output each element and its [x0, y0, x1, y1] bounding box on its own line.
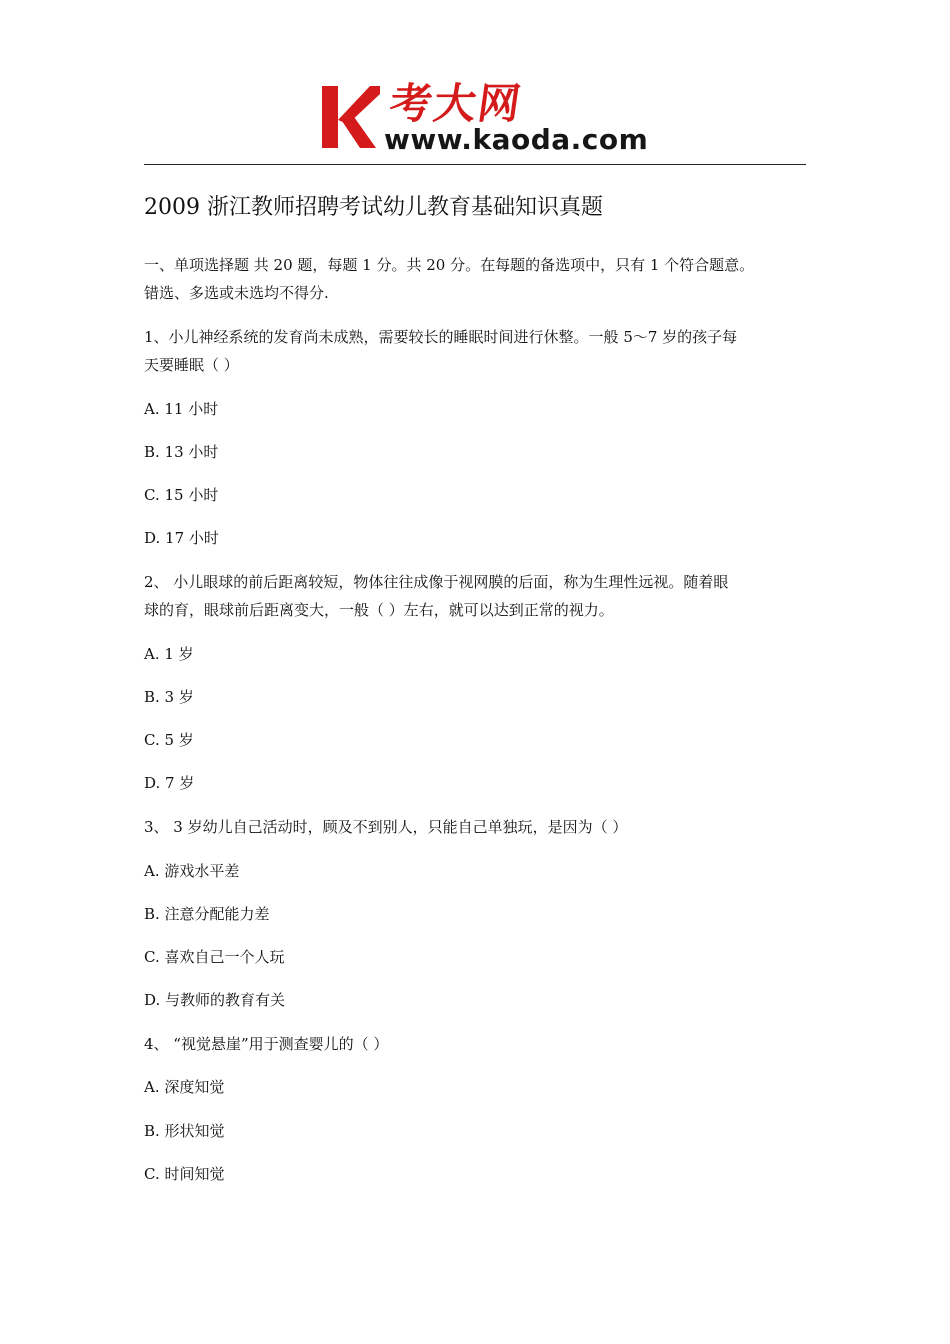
section-intro-line-2: 错选、多选或未选均不得分.: [144, 284, 329, 302]
question-1-option-a: A. 11 小时: [144, 400, 219, 418]
question-4-option-c: C. 时间知觉: [144, 1165, 225, 1183]
question-2-option-b: B. 3 岁: [144, 688, 194, 706]
kaoda-logo: [318, 80, 648, 160]
header-divider: [144, 164, 806, 165]
question-4-option-b: B. 形状知觉: [144, 1122, 225, 1140]
question-3-option-d: D. 与教师的教育有关: [144, 991, 286, 1009]
question-1-stem-line-2: 天要睡眠（ ）: [144, 356, 239, 374]
question-3-stem-line-1: 3、 3 岁幼儿自己活动时，顾及不到别人，只能自己单独玩，是因为（ ）: [144, 818, 628, 836]
question-3-option-b: B. 注意分配能力差: [144, 905, 270, 923]
question-2-option-d: D. 7 岁: [144, 774, 195, 792]
question-1-stem-line-1: 1、小儿神经系统的发育尚未成熟，需要较长的睡眠时间进行休整。一般 5～7 岁的孩子每: [144, 328, 738, 346]
question-2-option-c: C. 5 岁: [144, 731, 194, 749]
logo-url: www.kaoda.com: [384, 123, 649, 156]
question-1-option-d: D. 17 小时: [144, 529, 219, 547]
page-title: 2009 浙江教师招聘考试幼儿教育基础知识真题: [144, 195, 603, 220]
question-2-stem-line-1: 2、 小儿眼球的前后距离较短，物体往往成像于视网膜的后面，称为生理性远视。随着眼: [144, 573, 729, 591]
question-1-option-b: B. 13 小时: [144, 443, 219, 461]
question-4-option-a: A. 深度知觉: [144, 1078, 225, 1096]
question-3-option-a: A. 游戏水平差: [144, 862, 240, 880]
question-3-option-c: C. 喜欢自己一个人玩: [144, 948, 285, 966]
question-2-option-a: A. 1 岁: [144, 645, 194, 663]
question-4-stem-line-1: 4、 “视觉悬崖”用于测查婴儿的（ ）: [144, 1035, 389, 1053]
section-intro-line-1: 一、单项选择题 共 20 题，每题 1 分。共 20 分。在每题的备选项中，只有 1 个符合题意。: [144, 256, 755, 274]
question-2-stem-line-2: 球的育，眼球前后距离变大，一般（ ）左右，就可以达到正常的视力。: [144, 601, 614, 619]
k-logo-icon: [318, 84, 380, 150]
logo-chinese-name: 考大网: [386, 79, 526, 128]
question-1-option-c: C. 15 小时: [144, 486, 219, 504]
